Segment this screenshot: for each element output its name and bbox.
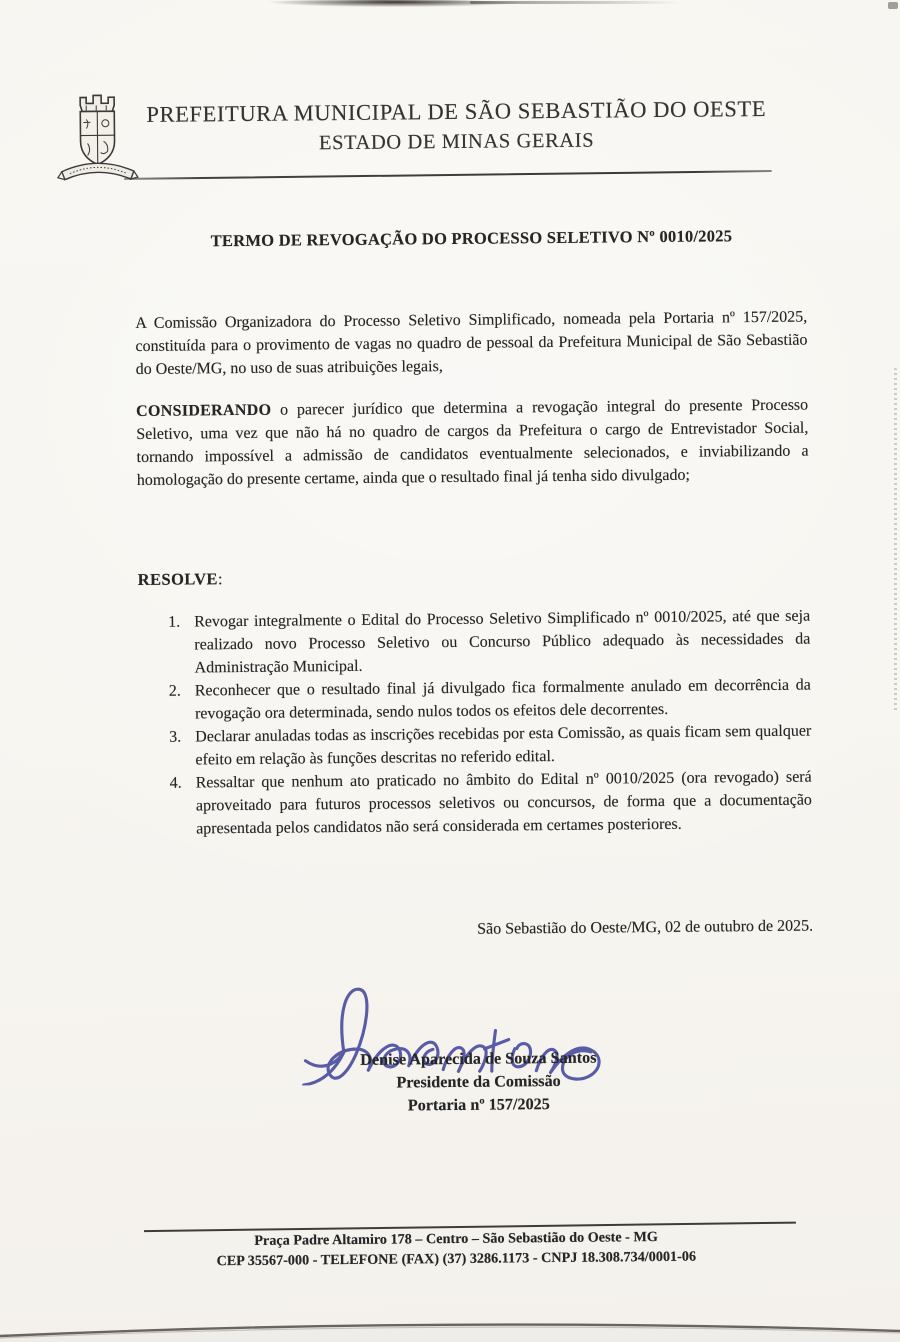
letterhead	[145, 94, 768, 160]
considerando-label: CONSIDERANDO	[136, 401, 272, 421]
resolution-item-3	[139, 720, 811, 772]
dateline: São Sebastião do Oeste/MG, 02 de outubro de 2025.	[477, 917, 814, 938]
scan-artifact-page-edge	[0, 1314, 900, 1342]
signer-role: Presidente da Comissão	[396, 1071, 561, 1092]
scan-artifact-corner-speck	[888, 2, 898, 9]
resolution-number: 2.	[168, 682, 181, 700]
resolution-text: Revogar integralmente o Edital do Processo Seletivo Simplificado nº 0010/2025, até que seja realizado novo Processo Seletivo ou Concurso Público adequado às necessidades da Administração Municipal.	[194, 607, 811, 677]
footer-address: Praça Padre Altamiro 178 – Centro – São Sebastião do Oeste - MG	[254, 1229, 658, 1249]
letterhead-line2: ESTADO DE MINAS GERAIS	[318, 129, 595, 155]
resolution-item-2	[139, 674, 811, 726]
resolution-text: Declarar anuladas todas as inscrições recebidas por esta Comissão, as quais ficam sem qualquer efeito em relação às funções descritas no referido edital.	[195, 722, 812, 769]
resolution-number: 3.	[169, 728, 182, 746]
document-title: TERMO DE REVOGAÇÃO DO PROCESSO SELETIVO Nº 0010/2025	[210, 226, 733, 251]
resolve-heading	[138, 562, 810, 591]
signer-portaria: Portaria nº 157/2025	[407, 1095, 550, 1115]
resolve-colon: :	[217, 569, 223, 589]
considerando-body: o parecer jurídico que determina a revogação integral do presente Processo Seletivo, uma vez que não há no quadro de cargos da Prefeitura o cargo de Entrevistador Social, tornando impossível a admissão de candidatos eventualmente selecionados, e inviabilizando a homologação do presente certame, ainda que o resultado final já tenha sido divulgado;	[136, 396, 809, 490]
paragraph-considerando	[136, 394, 809, 492]
resolution-text: Reconhecer que o resultado final já divulgado fica formalmente anulado em decorrência da revogação ora determinada, sendo nulos todos os efeitos dele decorrentes.	[194, 676, 811, 723]
footer-contact: CEP 35567-000 - TELEFONE (FAX) (37) 3286.1173 - CNPJ 18.308.734/0001-06	[216, 1248, 697, 1270]
signature-block	[142, 1045, 815, 1120]
resolution-number: 1.	[168, 613, 181, 631]
resolution-item-1	[138, 605, 811, 680]
resolutions-list	[138, 605, 812, 841]
resolution-item-4	[140, 766, 813, 841]
resolution-number: 4.	[169, 774, 182, 792]
scan-artifact-top-smudge-tail	[470, 1, 680, 4]
signer-name: Denise Aparecida de Souza Santos	[360, 1048, 597, 1069]
paragraph-intro: A Comissão Organizadora do Processo Seletivo Simplificado, nomeada pela Portaria nº 157/2025, constituída para o provimento de vagas no quadro de pessoal da Prefeitura Municipal de São Sebastião do Oeste/MG, no uso de suas atribuições legais,	[135, 308, 808, 379]
scan-artifact-edge-text	[894, 368, 897, 713]
footer	[106, 1226, 806, 1273]
header-divider	[124, 170, 772, 180]
municipal-coat-of-arms-icon	[55, 89, 140, 186]
resolution-text: Ressaltar que nenhum ato praticado no âmbito do Edital nº 0010/2025 (ora revogado) será aproveitado para futuros processos seletivos ou concursos, de forma que a documentação apresentada pelos candidatos não será considerada em certames posteriores.	[195, 768, 812, 838]
letterhead-line1: PREFEITURA MUNICIPAL DE SÃO SEBASTIÃO DO OESTE	[146, 95, 767, 127]
resolve-label: RESOLVE	[137, 569, 218, 589]
